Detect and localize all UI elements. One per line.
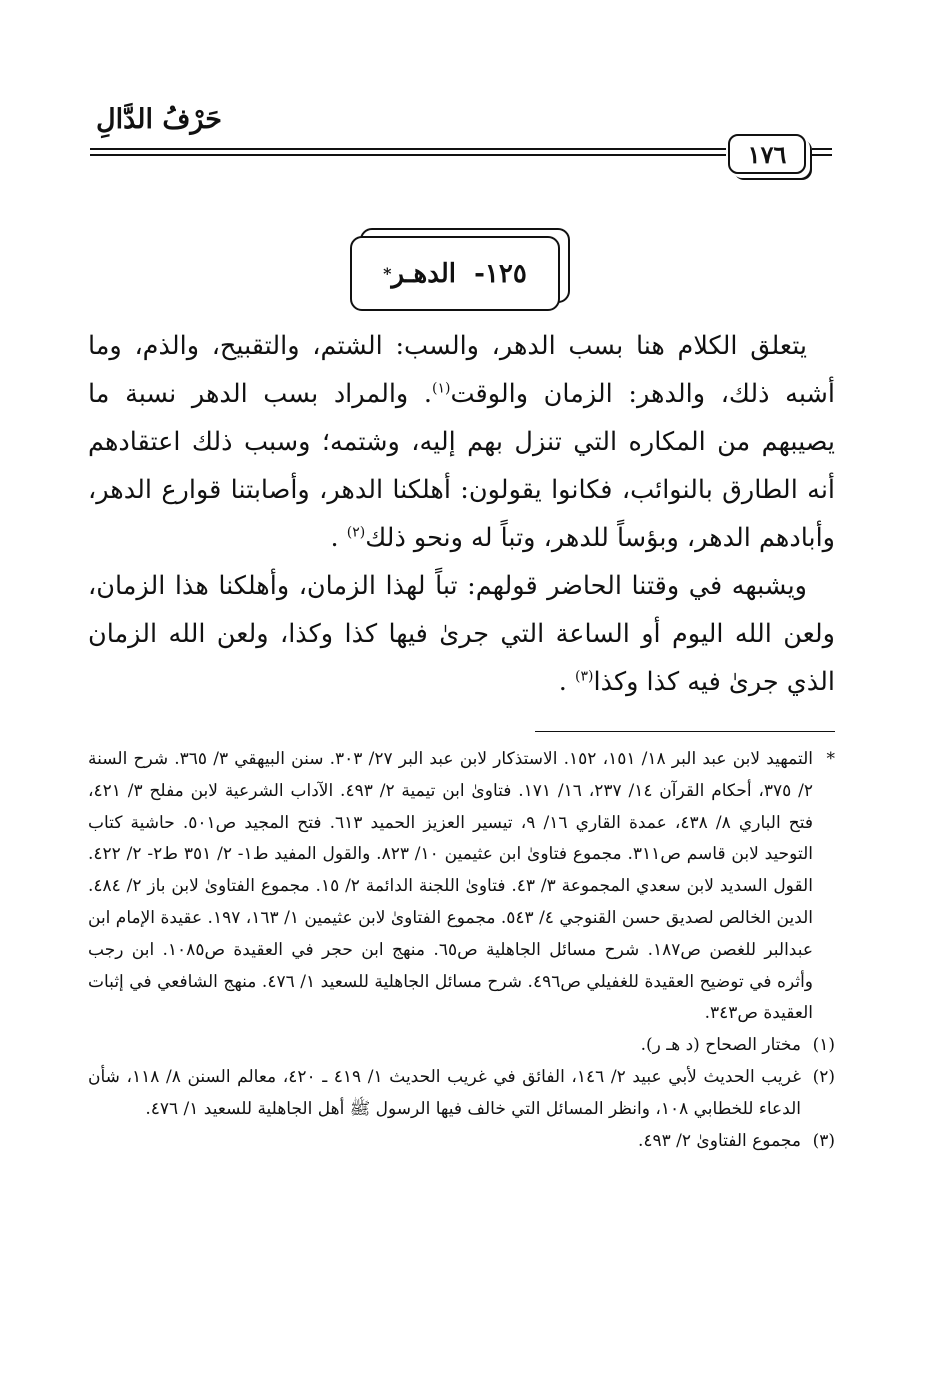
paragraph-1-end: .: [330, 523, 347, 553]
chapter-title: حَرْفُ الدَّالِ: [96, 104, 222, 135]
footnote-separator: [535, 731, 835, 732]
footnote-ref-2: (٢): [346, 524, 366, 541]
footnote-star: [88, 744, 835, 1030]
footnote-2-marker: (٢): [812, 1066, 835, 1087]
paragraph-1-text: يتعلق الكلام هنا بسب الدهر، والسب: الشتم، والتقبيح، والذم، وما أشبه ذلك، والدهر: الزمان والوقت: [88, 331, 835, 409]
footnotes: [88, 744, 835, 1157]
entry-number: ١٢٥-: [474, 258, 527, 289]
paragraph-1: [88, 322, 835, 562]
header-rule-left: [90, 148, 726, 156]
paragraph-2: [88, 562, 835, 706]
footnote-2: [88, 1062, 835, 1126]
footnote-star-marker: *: [826, 749, 835, 769]
footnote-3-marker: (٣): [812, 1130, 835, 1151]
footnote-ref-1: (١): [432, 380, 451, 397]
footnote-1: [88, 1030, 835, 1062]
paragraph-2-end: .: [558, 667, 576, 697]
entry-title-box: [350, 236, 560, 311]
footnote-2-text: غريب الحديث لأبي عبيد ٢/ ١٤٦، الفائق في غريب الحديث ١/ ٤١٩ ـ ٤٢٠، معالم السنن ٨/ ١١٨، شأن الدعاء للخطابي ١٠٨، وانظر المسائل التي خالف فيها الرسول ﷺ أهل الجاهلية للسعيد ١/ ٤٧٦.: [88, 1066, 801, 1119]
footnote-3-text: مجموع الفتاوىٰ ٢/ ٤٩٣.: [637, 1130, 801, 1151]
body-text: [88, 322, 835, 706]
footnote-1-marker: (١): [812, 1035, 835, 1056]
header-rule-right: [812, 148, 832, 156]
footnote-1-text: مختار الصحاح (د هـ ر).: [640, 1035, 801, 1056]
paragraph-2-text: ويشبهه في وقتنا الحاضر قولهم: تباً لهذا الزمان، وأهلكنا هذا الزمان، ولعن الله اليوم أو الساعة التي جرىٰ فيها كذا وكذا، ولعن الله الزمان الذي جرىٰ فيه كذا وكذا: [88, 571, 835, 697]
entry-marker: *: [383, 264, 392, 283]
entry-title: الدهـر: [391, 258, 457, 289]
paragraph-1-text-b: . والمراد بسب الدهر نسبة ما يصيبهم من المكاره التي تنزل بهم إليه، وشتمه؛ وسبب ذلك اعتقادهم أنه الطارق بالنوائب، فكانوا يقولون: أهلكنا الدهر، وأصابتنا قوارع الدهر، وأبادهم الدهر، وبؤساً للدهر، وتباً له ونحو ذلك: [88, 379, 835, 553]
page-number: ١٧٦: [728, 134, 806, 174]
footnote-ref-3: (٣): [575, 668, 594, 685]
footnote-star-text: التمهيد لابن عبد البر ١٨/ ١٥١، ١٥٢. الاستذكار لابن عبد البر ٢٧/ ٣٠٣. سنن البيهقي ٣/ ٣٦٥. شرح السنة ٢/ ٣٧٥، أحكام القرآن ١٤/ ٢٣٧، ١٦/ ١٧١. فتاوىٰ ابن تيمية ٢/ ٤٩٣. الآداب الشرعية لابن مفلح ٣/ ٤٢١، فتح الباري ٨/ ٤٣٨، عمدة القاري ١٦/ ٩، تيسير العزيز الحميد ٦١٣. فتح المجيد ص٥٠١. حاشية كتاب التوحيد لابن قاسم ص٣١١. مجموع فتاوىٰ ابن عثيمين ١٠/ ٨٢٣. والقول المفيد ط١- ٢/ ٣٥١ ط٢- ٢/ ٤٢٢. القول السديد لابن سعدي المجموعة ٣/ ٤٣. فتاوىٰ اللجنة الدائمة ٢/ ١٥. مجموع الفتاوىٰ لابن باز ٢/ ٤٨٤. الدين الخالص لصديق حسن القنوجي ٤/ ٥٤٣. مجموع الفتاوىٰ لابن عثيمين ١/ ١٦٣، ١٩٧. عقيدة الإمام ابن عبدالبر للغصن ص١٨٧. شرح مسائل الجاهلية ص٦٥. منهج ابن حجر في العقيدة ص١٠٨٥. ابن رجب وأثره في توضيح العقيدة للغفيلي ص٤٩٦. شرح مسائل الجاهلية للسعيد ١/ ٤٧٦. منهج الشافعي في إثبات العقيدة ص٣٤٣.: [88, 749, 814, 1024]
footnote-3: [88, 1126, 835, 1158]
